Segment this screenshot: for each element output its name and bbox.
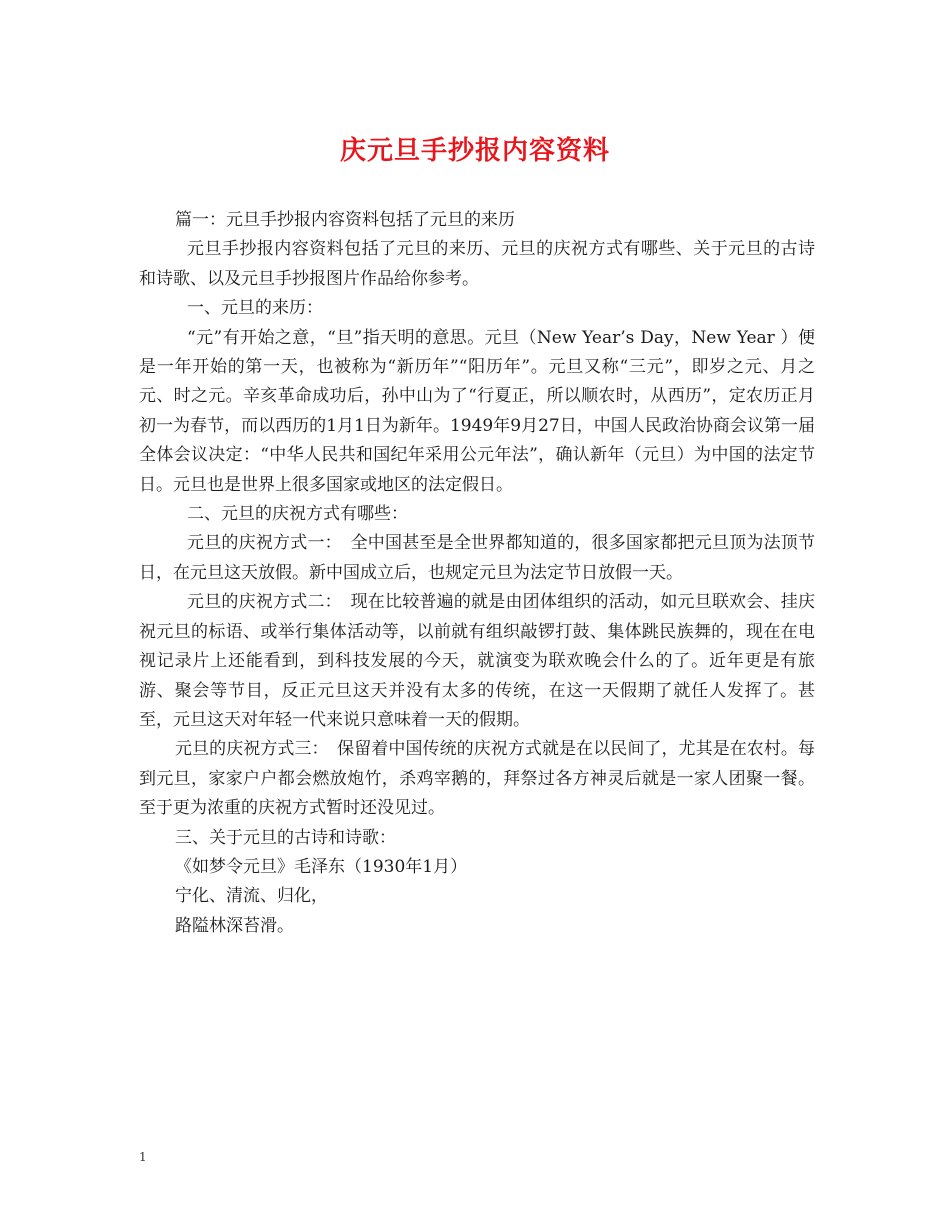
heading-poems: 三、关于元旦的古诗和诗歌：: [175, 827, 396, 848]
paragraph-celebration-2: 元旦的庆祝方式二： 现在比较普遍的就是由团体组织的活动，如元旦联欢会、挂庆祝元旦的标语、或举行集体活动等，以前就有组织敲锣打鼓、集体跳民族舞的，现在在电视记录片上还能看到，到科技发展的今天，就演变为联欢晚会什么的了。近年更是有旅游、聚会等节目，反正元旦这天并没有太多的传统，在这一天假期了就任人发挥了。甚至，元旦这天对年轻一代来说只意味着一天的假期。: [139, 592, 815, 730]
document-body: [139, 206, 815, 941]
page-number: 1: [139, 1150, 147, 1164]
paragraph-celebration-3: 元旦的庆祝方式三： 保留着中国传统的庆祝方式就是在以民间了，尤其是在农村。每到元旦，家家户户都会燃放炮竹，杀鸡宰鹅的，拜祭过各方神灵后就是一家人团聚一餐。至于更为浓重的庆祝方式暂时还没见过。: [139, 739, 815, 819]
poem-line-1: 宁化、清流、归化，: [175, 886, 328, 907]
paragraph-section-intro: 篇一：元旦手抄报内容资料包括了元旦的来历: [175, 210, 515, 230]
paragraph-origin: “元”有开始之意，“旦”指天明的意思。元旦（New Year’s Day，New Year ）便是一年开始的第一天，也被称为“新历年”“阳历年”。元旦又称“三元”，即岁之元、月之元、时之元。辛亥革命成功后，孙中山为了“行夏正，所以顺农时，从西历”，定农历正月初一为春节，而以西历的1月1日为新年。1949年9月27日，中国人民政治协商会议第一届全体会议决定：“中华人民共和国纪年采用公元年法”，确认新年（元旦）为中国的法定节日。元旦也是世界上很多国家或地区的法定假日。: [139, 327, 815, 495]
poem-title: 《如梦令元旦》毛泽东（1930年1月）: [175, 856, 468, 877]
heading-origin: 一、元旦的来历：: [187, 298, 323, 319]
heading-celebration: 二、元旦的庆祝方式有哪些：: [187, 504, 408, 525]
paragraph-celebration-1: 元旦的庆祝方式一： 全中国甚至是全世界都知道的，很多国家都把元旦顶为法顶节日，在元旦这天放假。新中国成立后，也规定元旦为法定节日放假一天。: [139, 533, 815, 583]
poem-line-2: 路隘林深苔滑。: [175, 915, 294, 936]
paragraph-summary: 元旦手抄报内容资料包括了元旦的来历、元旦的庆祝方式有哪些、关于元旦的古诗和诗歌、以及元旦手抄报图片作品给你参考。: [139, 239, 815, 289]
document-title: 庆元旦手抄报内容资料: [339, 136, 610, 166]
